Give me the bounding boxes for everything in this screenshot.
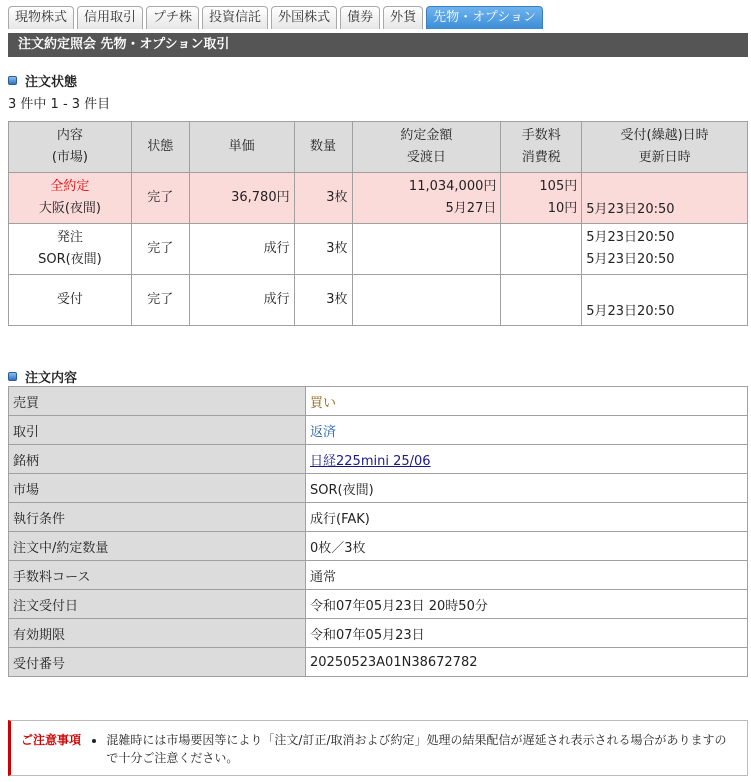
detail-label: 銘柄	[9, 445, 306, 474]
header-state: 状態	[131, 122, 189, 173]
detail-value: 通常	[306, 561, 748, 590]
row-content: 発注 SOR(夜間)	[9, 224, 132, 275]
row-time: 5月23日20:50	[582, 173, 748, 224]
row-price: 36,780円	[189, 173, 294, 224]
header-fee: 手数料 消費税	[501, 122, 582, 173]
detail-label: 取引	[9, 416, 306, 445]
detail-label: 手数料コース	[9, 561, 306, 590]
tab-saiken[interactable]: 債券	[340, 6, 380, 29]
header-price: 単価	[189, 122, 294, 173]
detail-label: 売買	[9, 387, 306, 416]
detail-value: 令和07年05月23日 20時50分	[306, 590, 748, 619]
table-row	[9, 224, 748, 275]
notice-title: ご注意事項	[21, 733, 82, 747]
notice-list	[86, 721, 747, 775]
tab-genbutsu[interactable]: 現物株式	[8, 6, 74, 29]
notice-box	[8, 720, 748, 776]
notice-item: • 混雑時には市場要因等により「注文/訂正/取消および約定」処理の結果配信が遅延され表示される場合がありますので十分ご注意ください。	[106, 731, 737, 767]
tab-puchikabu[interactable]: プチ株	[146, 6, 199, 29]
detail-row-trade	[9, 416, 748, 445]
detail-label: 注文受付日	[9, 590, 306, 619]
order-status-table	[8, 121, 748, 326]
detail-label: 注文中/約定数量	[9, 532, 306, 561]
header-qty: 数量	[294, 122, 352, 173]
detail-row-condition	[9, 503, 748, 532]
tab-toshin[interactable]: 投資信託	[202, 6, 268, 29]
detail-value: 成行(FAK)	[306, 503, 748, 532]
detail-row-fee-course	[9, 561, 748, 590]
result-count: 3 件中 1 - 3 件目	[8, 97, 111, 112]
row-amount	[352, 224, 501, 275]
product-tabs	[8, 6, 543, 29]
detail-label: 市場	[9, 474, 306, 503]
detail-value: 令和07年05月23日	[306, 619, 748, 648]
tab-shinyo[interactable]: 信用取引	[77, 6, 143, 29]
row-time: 5月23日20:50	[582, 275, 748, 326]
detail-heading-text: 注文内容	[25, 371, 78, 386]
header-amount: 約定金額 受渡日	[352, 122, 501, 173]
row-fee	[501, 275, 582, 326]
row-state: 完了	[131, 173, 189, 224]
detail-label: 受付番号	[9, 648, 306, 677]
header-content: 内容 (市場)	[9, 122, 132, 173]
detail-value: 返済	[306, 416, 748, 445]
detail-row-expiry	[9, 619, 748, 648]
detail-row-receipt-no	[9, 648, 748, 677]
detail-value-cell	[306, 445, 748, 474]
detail-value: 買い	[306, 387, 748, 416]
row-amount: 11,034,000円 5月27日	[352, 173, 501, 224]
table-row	[9, 275, 748, 326]
detail-value: 0枚／3枚	[306, 532, 748, 561]
detail-row-market	[9, 474, 748, 503]
row-content: 受付	[9, 275, 132, 326]
square-bullet-icon	[8, 76, 17, 85]
row-content: 全約定 大阪(夜間)	[9, 173, 132, 224]
row-amount	[352, 275, 501, 326]
detail-row-order-date	[9, 590, 748, 619]
detail-value: 20250523A01N38672782	[306, 648, 748, 677]
row-price: 成行	[189, 275, 294, 326]
symbol-link[interactable]: 日経225mini 25/06	[310, 453, 431, 469]
status-heading-text: 注文状態	[25, 75, 78, 90]
row-state: 完了	[131, 224, 189, 275]
row-time: 5月23日20:50 5月23日20:50	[582, 224, 748, 275]
row-state: 完了	[131, 275, 189, 326]
row-qty: 3枚	[294, 275, 352, 326]
tab-futures-options[interactable]: 先物・オプション	[426, 6, 543, 29]
detail-row-quantity	[9, 532, 748, 561]
table-header-row	[9, 122, 748, 173]
detail-value: SOR(夜間)	[306, 474, 748, 503]
detail-row-side	[9, 387, 748, 416]
table-row	[9, 173, 748, 224]
row-fee	[501, 224, 582, 275]
order-detail-table	[8, 386, 748, 677]
row-fee: 105円 10円	[501, 173, 582, 224]
detail-row-symbol	[9, 445, 748, 474]
detail-label: 有効期限	[9, 619, 306, 648]
tab-gaikoku-kabu[interactable]: 外国株式	[271, 6, 337, 29]
row-qty: 3枚	[294, 224, 352, 275]
detail-section-heading	[8, 367, 77, 386]
page-title: 注文約定照会 先物・オプション取引	[8, 33, 748, 57]
tab-gaika[interactable]: 外貨	[383, 6, 423, 29]
status-section-heading	[8, 71, 77, 90]
square-bullet-icon	[8, 372, 17, 381]
row-price: 成行	[189, 224, 294, 275]
row-qty: 3枚	[294, 173, 352, 224]
detail-label: 執行条件	[9, 503, 306, 532]
header-time: 受付(繰越)日時 更新日時	[582, 122, 748, 173]
